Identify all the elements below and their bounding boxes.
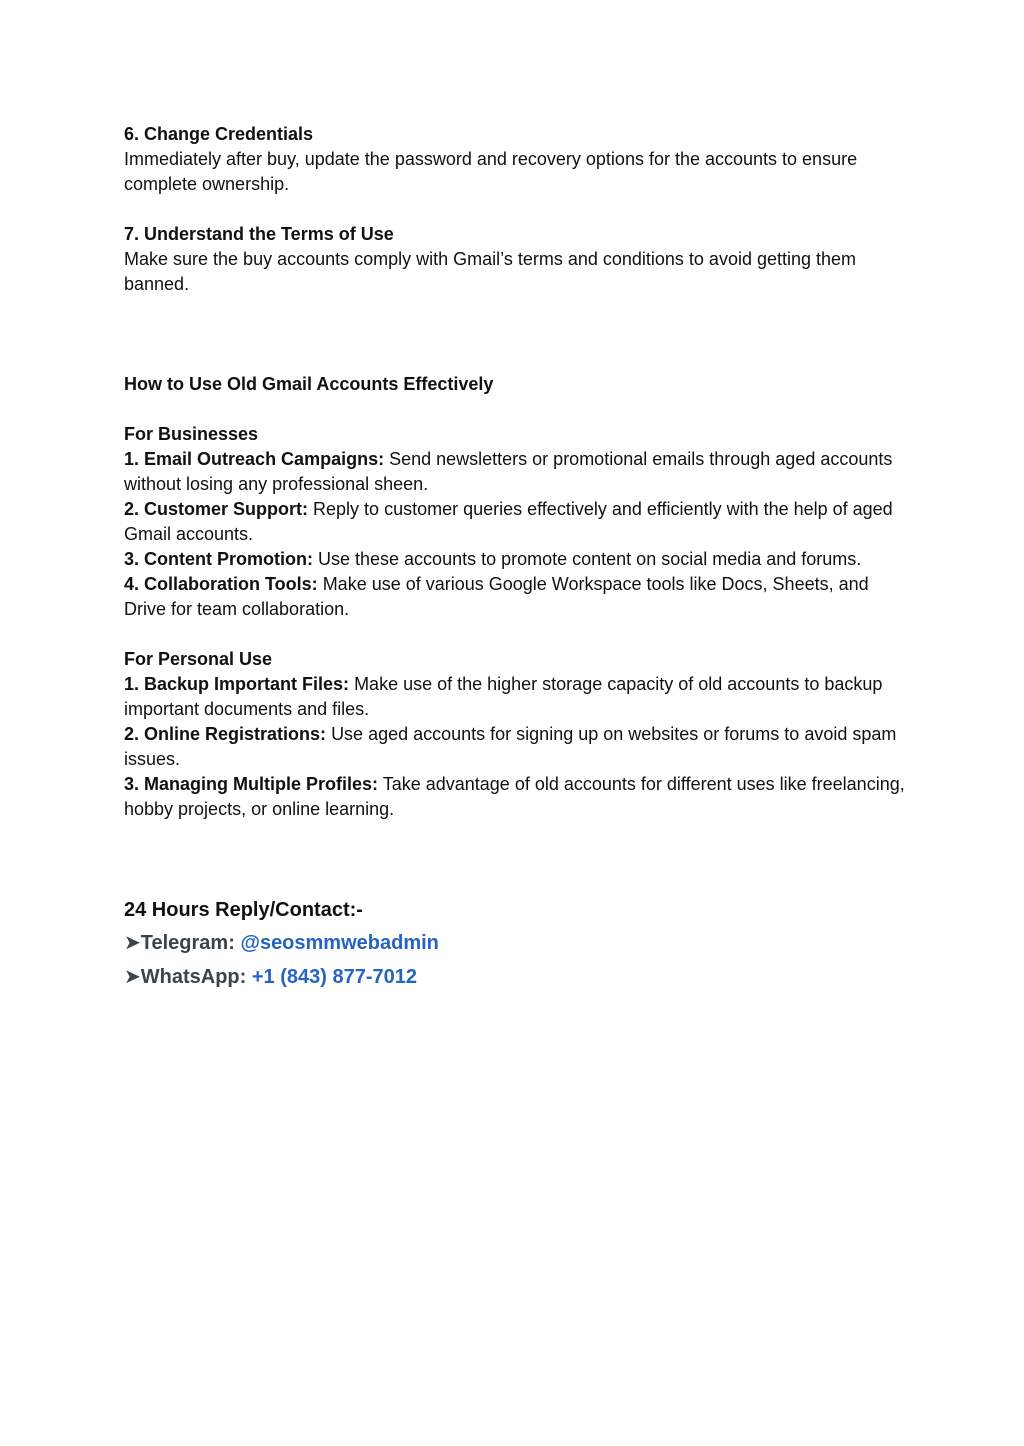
section-heading: For Businesses: [124, 424, 259, 444]
list-item: [124, 672, 914, 722]
item-label: 1. Backup Important Files:: [124, 674, 350, 694]
item-text: Make use of the higher storage capacity of old accounts to backup important documents and files.: [124, 674, 883, 719]
whatsapp-row: [124, 962, 914, 992]
list-item: [124, 497, 914, 547]
telegram-link[interactable]: @seosmmwebadmin: [240, 932, 439, 954]
item-text: Make use of various Google Workspace tools like Docs, Sheets, and Drive for team collaboration.: [124, 574, 869, 619]
section-heading: 7. Understand the Terms of Use: [124, 224, 394, 244]
list-item: [124, 722, 914, 772]
item-text: Reply to customer queries effectively and efficiently with the help of aged Gmail accounts.: [124, 499, 893, 544]
section-text: Make sure the buy accounts comply with Gmail’s terms and conditions to avoid getting them banned.: [124, 249, 857, 294]
item-label: 3. Content Promotion:: [124, 549, 313, 569]
item-label: 4. Collaboration Tools:: [124, 574, 318, 594]
arrow-icon: ➤: [124, 966, 141, 988]
list-item: [124, 772, 914, 822]
section-text: Immediately after buy, update the password and recovery options for the accounts to ensure complete ownership.: [124, 149, 858, 194]
item-label: 2. Customer Support:: [124, 499, 309, 519]
change-credentials-section: [124, 122, 914, 197]
item-label: 2. Online Registrations:: [124, 724, 327, 744]
telegram-label: Telegram:: [140, 932, 235, 954]
whatsapp-label: WhatsApp:: [140, 966, 247, 988]
section-heading: 6. Change Credentials: [124, 124, 314, 144]
section-heading: For Personal Use: [124, 649, 273, 669]
arrow-icon: ➤: [124, 932, 141, 954]
contact-title: 24 Hours Reply/Contact:-: [124, 899, 363, 921]
item-text: Use aged accounts for signing up on websites or forums to avoid spam issues.: [124, 724, 897, 769]
how-to-use-heading: How to Use Old Gmail Accounts Effectively: [124, 374, 494, 394]
list-item: [124, 547, 914, 572]
item-text: Send newsletters or promotional emails through aged accounts without losing any professional sheen.: [124, 449, 893, 494]
item-text: Use these accounts to promote content on social media and forums.: [318, 549, 862, 569]
item-text: Take advantage of old accounts for different uses like freelancing, hobby projects, or online learning.: [124, 774, 905, 819]
item-label: 1. Email Outreach Campaigns:: [124, 449, 385, 469]
for-businesses-section: [124, 422, 914, 622]
list-item: [124, 447, 914, 497]
whatsapp-link[interactable]: +1 (843) 877-7012: [251, 966, 418, 988]
terms-of-use-section: [124, 222, 914, 297]
document-body: [124, 122, 914, 822]
item-label: 3. Managing Multiple Profiles:: [124, 774, 379, 794]
list-item: [124, 572, 914, 622]
telegram-row: [124, 928, 914, 958]
contact-section: [124, 896, 914, 996]
for-personal-use-section: [124, 647, 914, 822]
